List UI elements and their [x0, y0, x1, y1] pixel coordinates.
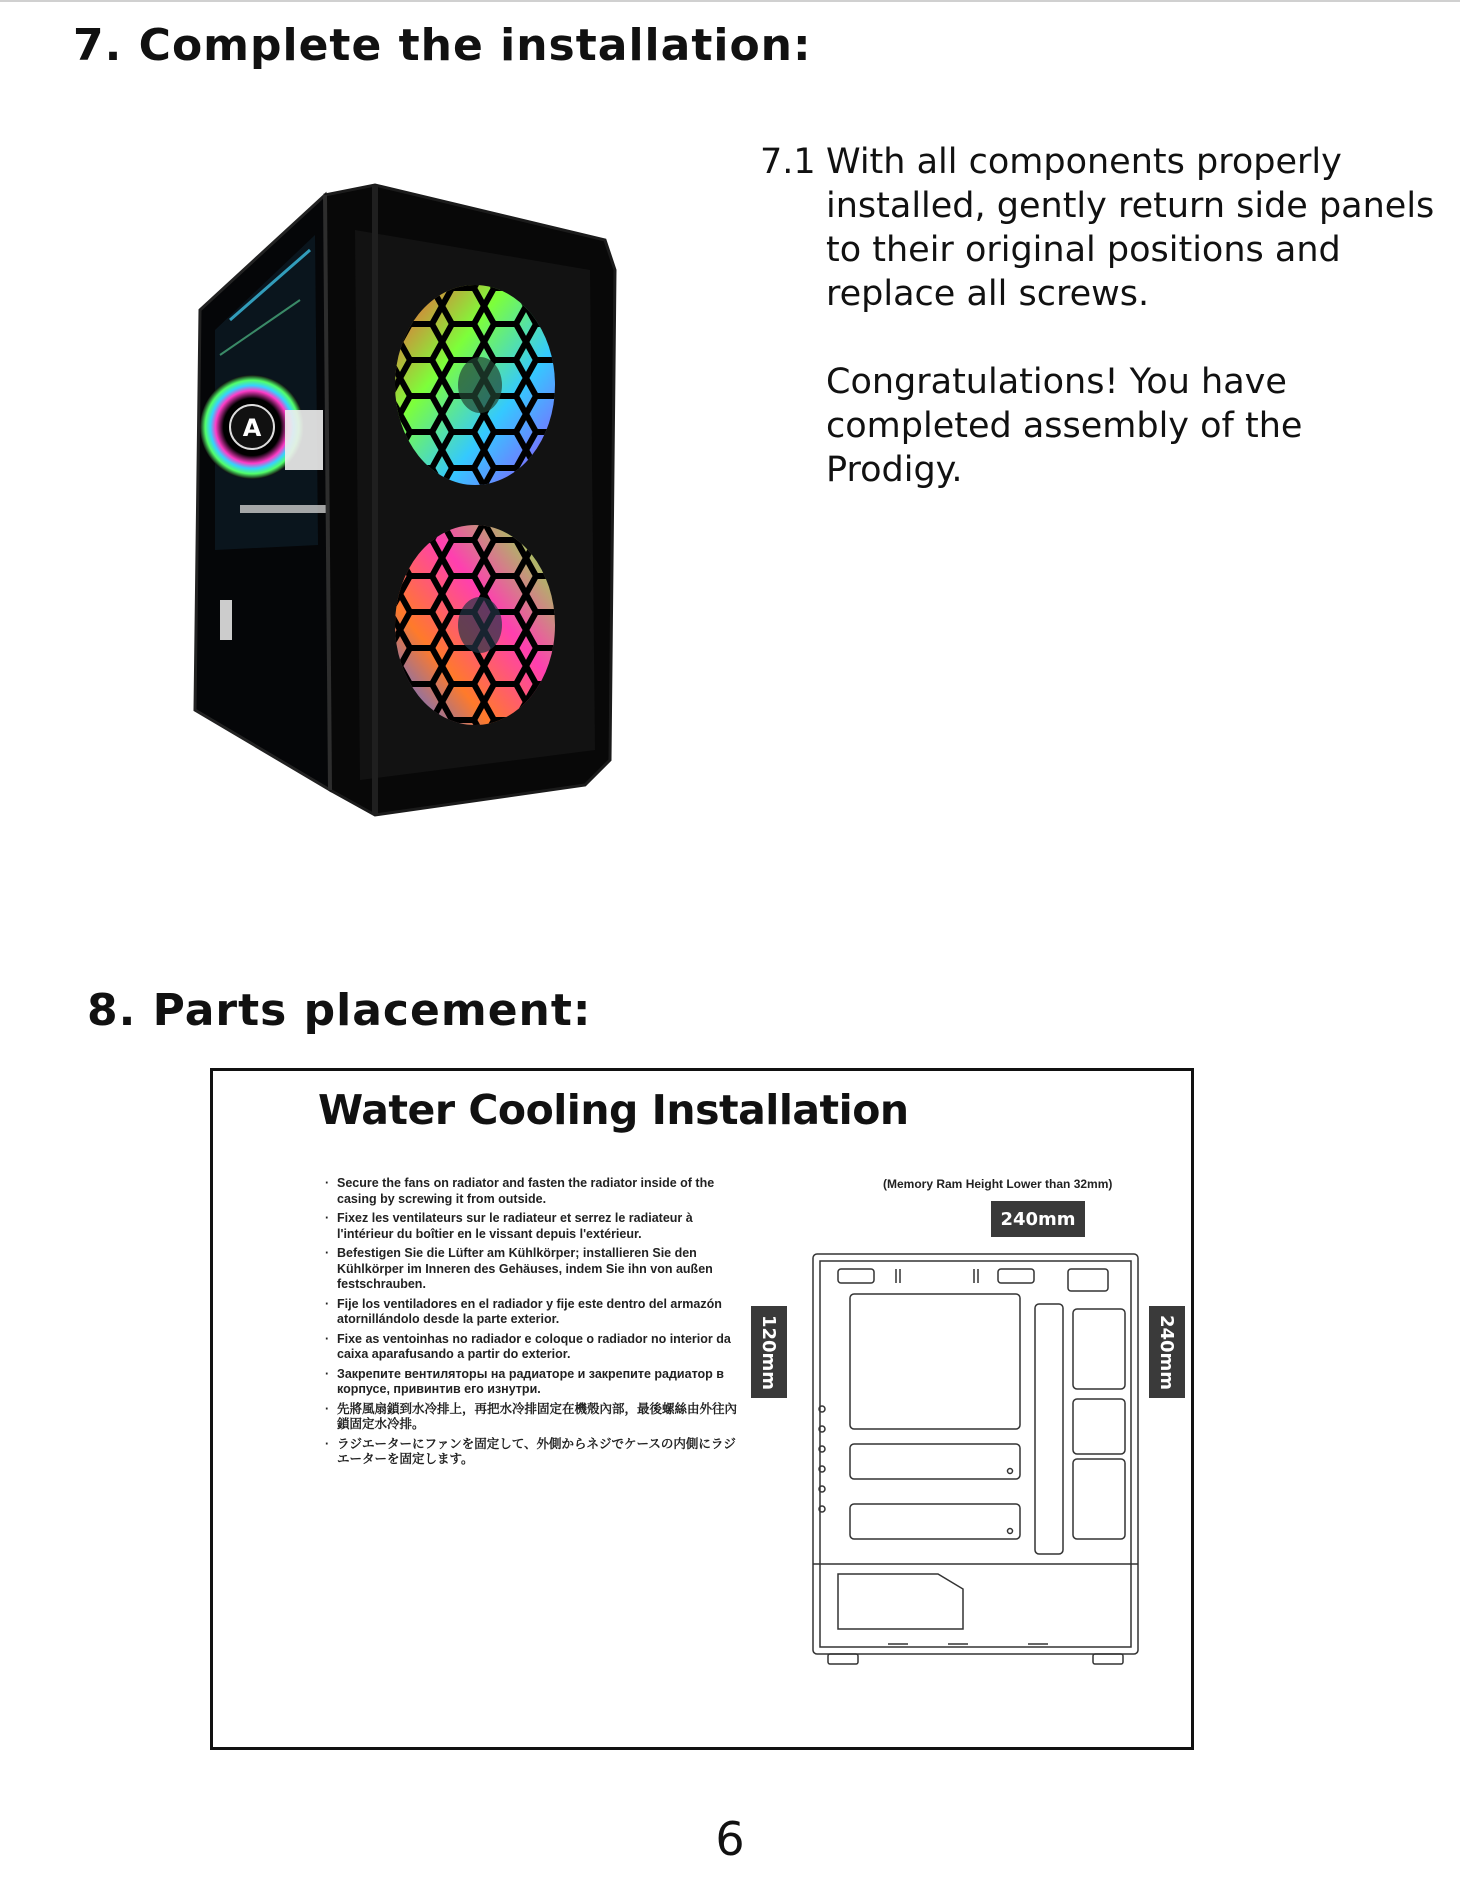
- instruction-item: · Закрепите вентиляторы на радиаторе и закрепите радиатор в корпусе, привинтив его изнутри.: [323, 1367, 743, 1398]
- top-rule: [0, 0, 1460, 2]
- step-text: With all components properly installed, gently return side panels to their original positions and replace all screws.: [826, 142, 1435, 314]
- step-7-1: [760, 140, 1450, 492]
- case-line-diagram: [798, 1249, 1148, 1669]
- instruction-item: · 先將風扇鎖到水冷排上，再把水冷排固定在機殼內部，最後螺絲由外往內鎖固定水冷排。: [323, 1402, 743, 1433]
- water-cooling-figure: [210, 1068, 1194, 1750]
- instruction-item: · Fixe as ventoinhas no radiador e coloque o radiador no interior da caixa aparafusando a partir do exterior.: [323, 1332, 743, 1363]
- dimension-left-text: 120mm: [758, 1314, 780, 1390]
- figure-title: Water Cooling Installation: [318, 1086, 909, 1134]
- step-number: 7.1: [760, 142, 816, 182]
- pc-case-image: [190, 180, 620, 820]
- dimension-top-label: [991, 1201, 1085, 1237]
- logo-letter: A: [242, 414, 262, 442]
- dimension-right-text: 240mm: [1156, 1314, 1178, 1390]
- section-7-heading: 7. Complete the installation:: [73, 20, 812, 71]
- dimension-top-text: 240mm: [1000, 1208, 1076, 1230]
- instruction-item: · Secure the fans on radiator and fasten the radiator inside of the casing by screwing it from outside.: [323, 1176, 743, 1207]
- dimension-left-label: [751, 1306, 787, 1398]
- instruction-item: · ラジエーターにファンを固定して、外側からネジでケースの内側にラジエーターを固定します。: [323, 1437, 743, 1468]
- dimension-right-label: [1149, 1306, 1185, 1398]
- instruction-list: [323, 1176, 743, 1472]
- memory-note: (Memory Ram Height Lower than 32mm): [883, 1177, 1113, 1191]
- congratulations-text: Congratulations! You have completed assembly of the Prodigy.: [826, 362, 1303, 490]
- page-number: 6: [715, 1812, 745, 1866]
- instruction-item: · Befestigen Sie die Lüfter am Kühlkörper; installieren Sie den Kühlkörper im Inneren des Gehäuses, indem Sie ihn von außen festschrauben.: [323, 1246, 743, 1293]
- instruction-item: · Fixez les ventilateurs sur le radiateur et serrez le radiateur à l'intérieur du boîtier en le vissant depuis l'extérieur.: [323, 1211, 743, 1242]
- instruction-item: · Fije los ventiladores en el radiador y fije este dentro del armazón atornillándolo desde la parte exterior.: [323, 1297, 743, 1328]
- section-8-heading: 8. Parts placement:: [87, 985, 592, 1036]
